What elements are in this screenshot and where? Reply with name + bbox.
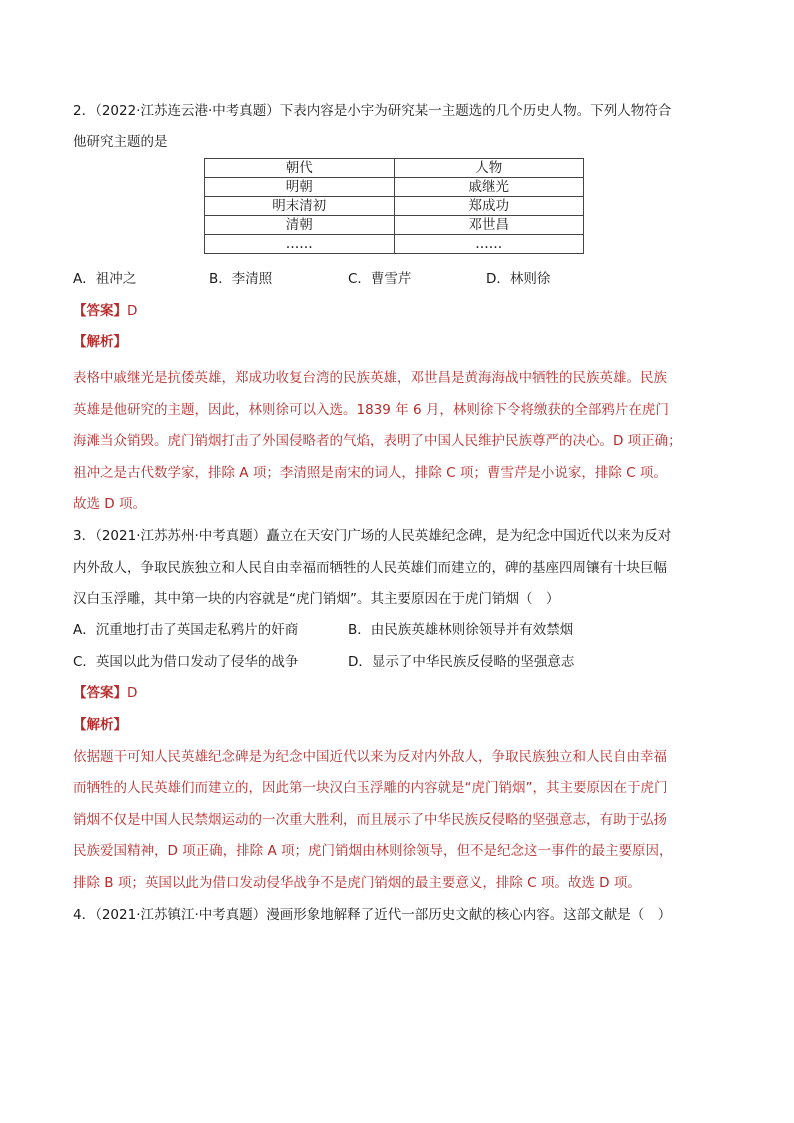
table-header-figure: 人物 bbox=[394, 159, 584, 178]
table-row bbox=[205, 197, 584, 216]
q3-stem-line: 汉白玉浮雕，其中第一块的内容就是“虎门销烟”。其主要原因在于虎门销烟（ ） bbox=[73, 591, 560, 607]
table-cell: 郑成功 bbox=[394, 197, 584, 216]
answer-label: 【答案】 bbox=[73, 685, 127, 701]
q3-option-d: D．显示了中华民族反侵略的坚强意志 bbox=[348, 654, 575, 670]
q2-analysis-line: 故选 D 项。 bbox=[73, 496, 146, 512]
q3-option-b: B．由民族英雄林则徐领导并有效禁烟 bbox=[348, 622, 574, 638]
q2-analysis-line: 表格中戚继光是抗倭英雄，郑成功收复台湾的民族英雄，邓世昌是黄海海战中牺牲的民族英雄。民族 bbox=[73, 370, 667, 386]
q3-analysis-line: 排除 B 项；英国以此为借口发动侵华战争不是虎门销烟的最主要意义，排除 C 项。故选 D 项。 bbox=[73, 875, 641, 891]
table-cell: 戚继光 bbox=[394, 178, 584, 197]
table-row bbox=[205, 216, 584, 235]
q2-analysis-line: 海滩当众销毁。虎门销烟打击了外国侵略者的气焰，表明了中国人民维护民族尊严的决心。D 项正确； bbox=[73, 433, 682, 449]
answer-value: D bbox=[127, 303, 138, 319]
q2-option-a: A．祖冲之 bbox=[73, 271, 137, 287]
answer-label: 【答案】 bbox=[73, 303, 127, 319]
q3-analysis-line: 销烟不仅是中国人民禁烟运动的一次重大胜利，而且展示了中华民族反侵略的坚强意志，有助于弘扬 bbox=[73, 812, 667, 828]
table-cell: 邓世昌 bbox=[394, 216, 584, 235]
q3-stem-line: 内外敌人，争取民族独立和人民自由幸福而牺牲的人民英雄们而建立的，碑的基座四周镶有十块巨幅 bbox=[73, 560, 667, 576]
q3-option-c: C．英国以此为借口发动了侵华的战争 bbox=[73, 654, 299, 670]
q2-analysis-line: 英雄是他研究的主题，因此，林则徐可以入选。1839 年 6 月，林则徐下令将缴获的全部鸦片在虎门 bbox=[73, 402, 669, 418]
table-header-dynasty: 朝代 bbox=[205, 159, 395, 178]
table-row bbox=[205, 178, 584, 197]
q2-analysis-label: 【解析】 bbox=[73, 334, 127, 350]
table-cell: 明末清初 bbox=[205, 197, 395, 216]
q2-option-c: C．曹雪芹 bbox=[348, 271, 412, 287]
table-row bbox=[205, 235, 584, 254]
q3-stem-line: 3．（2021·江苏苏州·中考真题）矗立在天安门广场的人民英雄纪念碑，是为纪念中国近代以来为反对 bbox=[73, 528, 672, 544]
q2-history-figure-table bbox=[204, 158, 584, 254]
q2-option-b: B．李清照 bbox=[209, 271, 273, 287]
q2-option-d: D．林则徐 bbox=[486, 271, 551, 287]
q3-option-a: A．沉重地打击了英国走私鸦片的奸商 bbox=[73, 622, 299, 638]
table-cell: 清朝 bbox=[205, 216, 395, 235]
table-cell: …… bbox=[394, 235, 584, 254]
table-cell: 明朝 bbox=[205, 178, 395, 197]
q2-analysis-line: 祖冲之是古代数学家，排除 A 项；李清照是南宋的词人，排除 C 项；曹雪芹是小说家，排除 C 项。 bbox=[73, 465, 667, 481]
q2-stem-line-2: 他研究主题的是 bbox=[73, 134, 168, 150]
answer-value: D bbox=[127, 685, 138, 701]
q2-stem-line-1: 2．（2022·江苏连云港·中考真题）下表内容是小宇为研究某一主题选的几个历史人物。下列人物符合 bbox=[73, 103, 672, 119]
q4-stem-line: 4．（2021·江苏镇江·中考真题）漫画形象地解释了近代一部历史文献的核心内容。这部文献是（ ） bbox=[73, 907, 672, 923]
q3-analysis-line: 而牺牲的人民英雄们而建立的，因此第一块汉白玉浮雕的内容就是“虎门销烟”，其主要原因在于虎门 bbox=[73, 780, 668, 796]
q3-answer bbox=[73, 683, 137, 703]
table-header-row bbox=[205, 159, 584, 178]
q3-analysis-line: 民族爱国精神，D 项正确，排除 A 项；虎门销烟由林则徐领导，但不是纪念这一事件的最主要原因， bbox=[73, 843, 673, 859]
q3-analysis-label: 【解析】 bbox=[73, 717, 127, 733]
q3-analysis-line: 依据题干可知人民英雄纪念碑是为纪念中国近代以来为反对内外敌人，争取民族独立和人民自由幸福 bbox=[73, 749, 667, 765]
table-cell: …… bbox=[205, 235, 395, 254]
q2-answer bbox=[73, 301, 137, 321]
